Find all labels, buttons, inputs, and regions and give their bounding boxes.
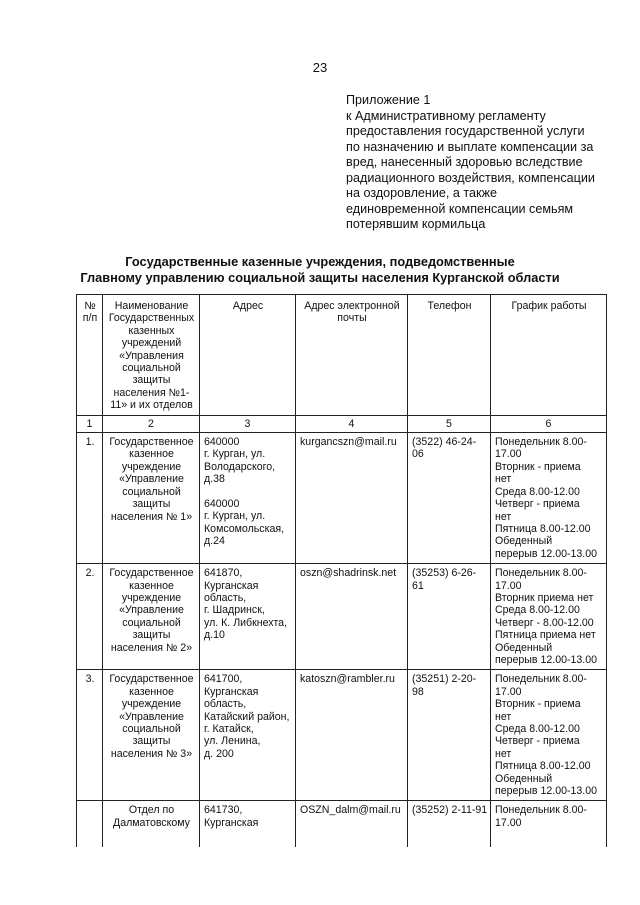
appendix-note — [346, 93, 611, 233]
schedule-cell — [491, 670, 607, 801]
page-number: 23 — [312, 60, 328, 75]
institution-name-cell — [103, 564, 200, 670]
schedule-line: 17.00 — [495, 579, 522, 592]
email-cell — [296, 801, 408, 848]
phone-line: 98 — [412, 685, 424, 698]
institution-name-line: «Управление — [119, 473, 184, 486]
phone-cell — [408, 801, 491, 848]
address-line: д.24 — [204, 535, 225, 548]
schedule-line: перерыв 12.00-13.00 — [495, 653, 598, 666]
address-line: Курганская — [204, 579, 259, 592]
address-line: Курганская — [204, 685, 259, 698]
schedule-line: Вторник приема нет — [495, 591, 594, 604]
institution-name-cell — [103, 433, 200, 564]
institution-name-line: учреждение — [121, 698, 182, 711]
appendix-line: Приложение 1 — [346, 93, 431, 107]
institution-name-line: Государственное — [109, 436, 194, 449]
address-gap — [204, 486, 292, 498]
address-line: г. Курган, ул. — [204, 510, 266, 523]
schedule-line: нет — [495, 747, 512, 760]
schedule-line: нет — [495, 473, 512, 486]
institution-name-line: Далматовскому — [113, 816, 190, 829]
header-line: учреждений — [121, 337, 182, 350]
phone-cell — [408, 564, 491, 670]
schedule-line: нет — [495, 510, 512, 523]
address-line: д.10 — [204, 629, 225, 642]
institution-name-line: социальной — [122, 723, 181, 735]
title-line-1: Государственные казенные учреждения, подведомственные — [125, 254, 515, 269]
address-line: 641870, — [204, 567, 243, 580]
appendix-line: по назначению и выплате компенсации за — [346, 139, 594, 154]
header-line: социальной — [122, 362, 181, 375]
header-line: 11» и их отделов — [110, 399, 193, 412]
schedule-line: нет — [495, 710, 512, 723]
schedule-line: Пятница приема нет — [495, 629, 596, 642]
institution-name-line: населения № 1» — [110, 510, 193, 523]
row-number-cell: 1. — [77, 433, 103, 564]
address-line: г. Курган, ул. — [204, 448, 266, 461]
header-schedule — [491, 295, 607, 416]
schedule-line: Понедельник 8.00- — [495, 673, 587, 686]
row-number-cell — [77, 801, 103, 848]
schedule-line: Понедельник 8.00- — [495, 804, 587, 817]
address-cell — [200, 564, 296, 670]
institution-name-line: учреждение — [121, 460, 182, 473]
schedule-line: перерыв 12.00-13.00 — [495, 785, 598, 798]
column-number: 2 — [103, 415, 200, 432]
schedule-line: Обеденный — [495, 772, 553, 785]
address-cell — [200, 801, 296, 848]
schedule-line: 17.00 — [495, 448, 522, 461]
email-address: kurgancszn@mail.ru — [300, 436, 397, 449]
email-cell — [296, 564, 408, 670]
phone-cell — [408, 670, 491, 801]
institution-name-line: населения № 3» — [110, 747, 193, 760]
schedule-line: Среда 8.00-12.00 — [495, 485, 580, 498]
header-line: «Управления — [119, 349, 184, 362]
institution-name-line: защиты — [132, 498, 171, 511]
appendix-line: предоставления государственной услуги — [346, 124, 585, 138]
header-line: казенных — [128, 324, 175, 337]
schedule-line: Среда 8.00-12.00 — [495, 604, 580, 617]
header-line: Адрес — [232, 300, 264, 312]
header-line: Наименование — [114, 300, 189, 312]
row-number-cell: 3. — [77, 670, 103, 801]
phone-line: (3522) 46-24- — [412, 436, 477, 449]
table-row — [77, 564, 607, 670]
institution-name-line: казенное — [129, 579, 174, 592]
header-row — [77, 295, 607, 416]
address-line: ул. Ленина, — [204, 735, 261, 748]
address-cell — [200, 433, 296, 564]
institution-name-line: «Управление — [119, 604, 184, 617]
email-address: oszn@shadrinsk.net — [300, 567, 397, 580]
schedule-line: Пятница 8.00-12.00 — [495, 522, 591, 535]
column-number: 1 — [77, 415, 103, 432]
institution-name-line: Государственное — [109, 567, 194, 580]
schedule-cell — [491, 564, 607, 670]
schedule-line: 17.00 — [495, 685, 522, 698]
appendix-line: к Административному регламенту — [346, 108, 546, 123]
phone-line: (35252) 2-11-91 — [412, 804, 488, 817]
phone-line: 06 — [412, 448, 424, 461]
institution-name-line: учреждение — [121, 591, 182, 604]
appendix-line: потерявшим кормильца — [346, 217, 486, 231]
address-cell — [200, 670, 296, 801]
institution-name-cell — [103, 670, 200, 801]
institution-name-line: защиты — [132, 629, 171, 642]
row-number-cell: 2. — [77, 564, 103, 670]
address-line: 640000 — [204, 498, 240, 511]
address-line: д.38 — [204, 473, 225, 486]
header-address — [200, 295, 296, 416]
appendix-line: на оздоровление, а также — [346, 186, 497, 200]
schedule-line: Вторник - приема — [495, 698, 581, 711]
header-line: п/п — [82, 312, 98, 325]
header-phone — [408, 295, 491, 416]
column-number: 4 — [296, 415, 408, 432]
address-line: 641700, — [204, 673, 243, 686]
header-name — [103, 295, 200, 416]
appendix-line: вред, нанесенный здоровью вследствие — [346, 155, 583, 169]
header-line: Телефон — [427, 300, 472, 312]
institutions-table — [76, 294, 607, 847]
email-cell — [296, 670, 408, 801]
table-row — [77, 670, 607, 801]
schedule-cell — [491, 801, 607, 848]
institution-name-line: казенное — [129, 448, 174, 461]
schedule-cell — [491, 433, 607, 564]
schedule-line: Четверг - 8.00-12.00 — [495, 616, 594, 629]
table-row — [77, 801, 607, 848]
schedule-line: Четверг - приема — [495, 498, 580, 511]
schedule-line: Понедельник 8.00- — [495, 567, 587, 580]
phone-line: 61 — [412, 579, 424, 592]
header-num — [77, 295, 103, 416]
address-line: 641730, — [204, 804, 243, 817]
email-cell — [296, 433, 408, 564]
header-line: почты — [337, 312, 367, 325]
phone-line: (35251) 2-20- — [412, 673, 477, 686]
institution-name-line: социальной — [122, 485, 181, 498]
address-line: г. Шадринск, — [204, 604, 265, 617]
address-line: г. Катайск, — [204, 723, 254, 735]
address-line: Володарского, — [204, 460, 276, 473]
address-line: Курганская — [204, 816, 259, 829]
schedule-line: Обеденный — [495, 641, 553, 654]
header-line: № — [84, 300, 96, 312]
table-row — [77, 433, 607, 564]
schedule-line: Понедельник 8.00- — [495, 436, 587, 449]
phone-cell — [408, 433, 491, 564]
address-line: ул. К. Либкнехта, — [204, 616, 288, 629]
phone-line: (35253) 6-26- — [412, 567, 477, 580]
address-line: д. 200 — [204, 747, 234, 760]
header-line: Государственных — [108, 312, 195, 325]
header-line: населения №1- — [113, 386, 190, 399]
schedule-line: Пятница 8.00-12.00 — [495, 760, 591, 773]
schedule-line: Обеденный — [495, 535, 553, 548]
header-line: График работы — [511, 300, 587, 312]
column-number: 5 — [408, 415, 491, 432]
column-number: 6 — [491, 415, 607, 432]
header-line: Адрес электронной — [304, 300, 400, 312]
header-line: защиты — [132, 374, 171, 387]
column-number: 3 — [200, 415, 296, 432]
institution-name-line: социальной — [122, 616, 181, 629]
address-line: Катайский район, — [204, 710, 290, 723]
schedule-line: Четверг - приема — [495, 735, 580, 748]
institution-name-cell — [103, 801, 200, 848]
institution-name-line: населения № 2» — [110, 641, 193, 654]
schedule-line: Вторник - приема — [495, 460, 581, 473]
institution-name-line: казенное — [129, 685, 174, 698]
email-address: OSZN_dalm@mail.ru — [300, 804, 401, 817]
address-line: Комсомольская, — [204, 522, 285, 535]
schedule-line: 17.00 — [495, 816, 522, 829]
appendix-line: радиационного воздействия, компенсации — [346, 170, 595, 185]
appendix-line: единовременной компенсации семьям — [346, 201, 574, 216]
institution-name-line: Государственное — [109, 673, 194, 686]
institution-name-line: защиты — [132, 735, 171, 748]
schedule-line: Среда 8.00-12.00 — [495, 723, 580, 735]
email-address: katoszn@rambler.ru — [300, 673, 395, 686]
header-email — [296, 295, 408, 416]
document-title — [0, 254, 640, 285]
institution-name-line: «Управление — [119, 710, 184, 723]
institution-name-line: Отдел по — [128, 804, 175, 817]
address-line: 640000 — [204, 436, 240, 449]
address-line: область, — [204, 698, 247, 711]
schedule-line: перерыв 12.00-13.00 — [495, 547, 598, 560]
column-number-row — [77, 415, 607, 432]
title-line-2: Главному управлению социальной защиты населения Курганской области — [80, 269, 560, 285]
address-line: область, — [204, 591, 247, 604]
